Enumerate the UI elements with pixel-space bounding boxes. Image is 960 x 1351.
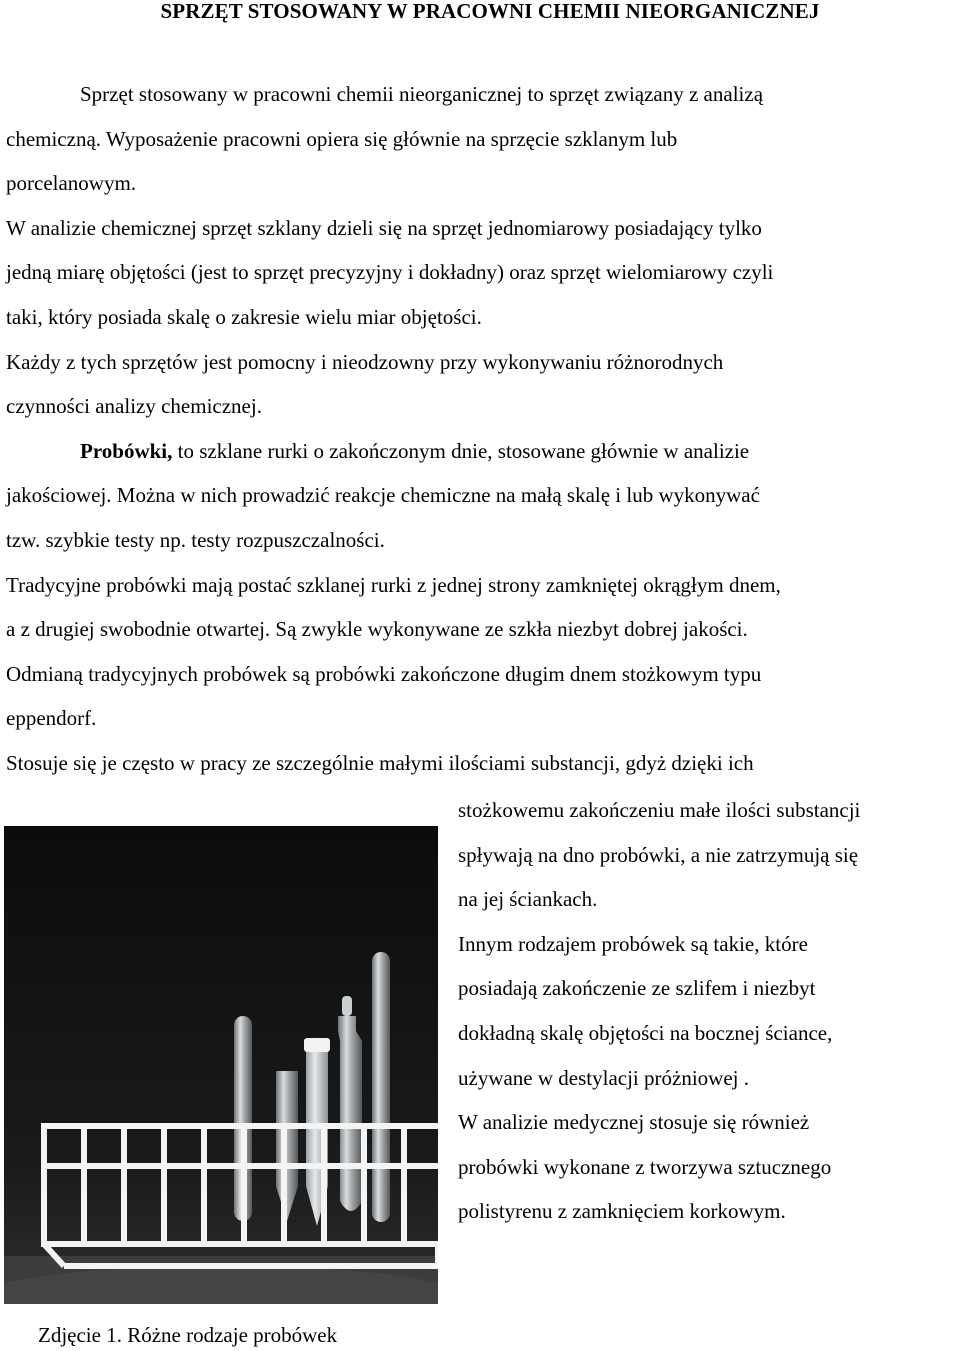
- text-line: dokładną skalę objętości na bocznej ściance,: [458, 1020, 833, 1045]
- text-line: taki, który posiada skalę o zakresie wielu miar objętości.: [6, 304, 482, 329]
- text-line: chemiczną. Wyposażenie pracowni opiera się głównie na sprzęcie szklanym lub: [6, 126, 678, 151]
- text-line: tzw. szybkie testy np. testy rozpuszczalności.: [6, 527, 385, 552]
- photo-caption: Zdjęcie 1. Różne rodzaje probówek: [38, 1323, 338, 1347]
- text-line: Odmianą tradycyjnych probówek są probówki zakończone długim dnem stożkowym typu: [6, 661, 762, 686]
- text-line: stożkowemu zakończeniu małe ilości substancji: [458, 798, 861, 822]
- text-line: W analizie chemicznej sprzęt szklany dzieli się na sprzęt jednomiarowy posiadający tylko: [6, 215, 762, 240]
- text-line: W analizie medycznej stosuje się również: [458, 1110, 810, 1135]
- long-test-tube: [372, 952, 390, 1222]
- ground-joint-tube: [338, 1016, 362, 1211]
- text-line: Tradycyjne probówki mają postać szklanej rurki z jednej strony zamkniętej okrągłym dnem,: [6, 572, 781, 597]
- text-line: to szklane rurki o zakończonym dnie, stosowane głównie w analizie: [172, 438, 750, 463]
- text-line: Innym rodzajem probówek są takie, które: [458, 931, 808, 956]
- text-line: jakościowej. Można w nich prowadzić reakcje chemiczne na małą skalę i lub wykonywać: [6, 483, 760, 508]
- tube-cap: [304, 1038, 330, 1052]
- test-tubes-illustration: [4, 826, 438, 1304]
- text-line: Sprzęt stosowany w pracowni chemii nieorganicznej to sprzęt związany z analizą: [80, 82, 764, 106]
- text-line: eppendorf.: [6, 706, 97, 731]
- probowki-term: Probówki,: [80, 438, 173, 463]
- text-line: na jej ściankach.: [458, 887, 598, 912]
- text-line: a z drugiej swobodnie otwartej. Są zwykle wykonywane ze szkła niezbyt dobrej jakości.: [6, 617, 748, 642]
- text-line: czynności analizy chemicznej.: [6, 394, 262, 419]
- text-line: porcelanowym.: [6, 171, 137, 196]
- stopper: [342, 996, 352, 1016]
- text-line: spływają na dno probówki, a nie zatrzymują się: [458, 842, 859, 867]
- text-line: Każdy z tych sprzętów jest pomocny i nieodzowny przy wykonywaniu różnorodnych: [6, 349, 724, 374]
- test-tubes-photo: [4, 826, 438, 1304]
- text-line: Stosuje się je często w pracy ze szczególnie małymi ilościami substancji, gdyż dzięki ich: [6, 750, 754, 775]
- page-title: SPRZĘT STOSOWANY W PRACOWNI CHEMII NIEORGANICZNEJ: [160, 0, 820, 23]
- text-line: jedną miarę objętości (jest to sprzęt precyzyjny i dokładny) oraz sprzęt wielomiarowy czyli: [6, 260, 774, 285]
- text-line: używane w destylacji próżniowej .: [458, 1065, 749, 1090]
- probowki-line: [6, 429, 956, 474]
- text-line: probówki wykonane z tworzywa sztucznego: [458, 1154, 832, 1179]
- side-text: [458, 788, 958, 1234]
- text-line: polistyrenu z zamknięciem korkowym.: [458, 1199, 786, 1224]
- text-line: posiadają zakończenie ze szlifem i niezbyt: [458, 976, 816, 1001]
- intro-paragraph: [6, 72, 956, 786]
